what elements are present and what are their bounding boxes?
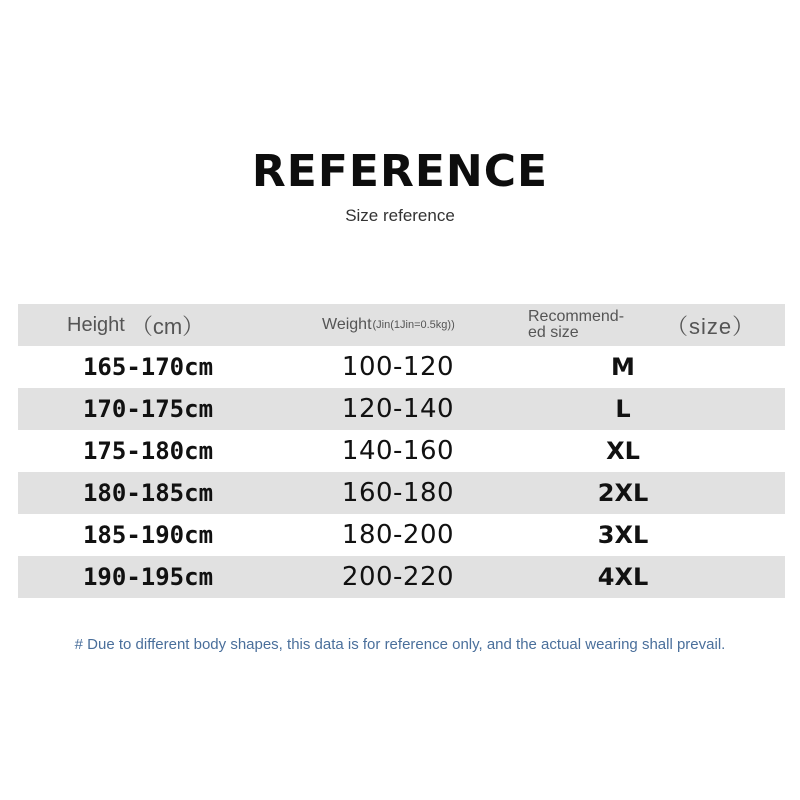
page-title: REFERENCE bbox=[251, 146, 549, 197]
table-row bbox=[18, 514, 785, 556]
header-size-label-line1: Recommend- bbox=[528, 308, 625, 325]
header-size-label bbox=[528, 304, 624, 346]
row-height: 165-170cm bbox=[82, 353, 214, 381]
row-weight: 180-200 bbox=[341, 520, 455, 550]
table-row bbox=[18, 556, 785, 598]
row-size: M bbox=[611, 353, 635, 381]
row-size: 2XL bbox=[597, 479, 649, 507]
row-weight: 140-160 bbox=[341, 436, 455, 466]
page-subtitle: Size reference bbox=[345, 206, 455, 225]
footnote: # Due to different body shapes, this data is for reference only, and the actual wearing shall prevail. bbox=[74, 636, 726, 653]
size-chart-table bbox=[18, 304, 785, 598]
table-row bbox=[18, 472, 785, 514]
table-row bbox=[18, 430, 785, 472]
table-row bbox=[18, 388, 785, 430]
row-height: 190-195cm bbox=[82, 563, 214, 591]
row-height: 185-190cm bbox=[82, 521, 214, 549]
header-weight-note: (Jin(1Jin=0.5kg)) bbox=[372, 319, 455, 331]
row-height: 175-180cm bbox=[82, 437, 214, 465]
row-size: 3XL bbox=[597, 521, 649, 549]
row-size: L bbox=[615, 395, 631, 423]
header-height bbox=[67, 304, 204, 346]
header-size-unit: （size） bbox=[666, 313, 756, 339]
row-size: 4XL bbox=[597, 563, 649, 591]
header-height-unit: （cm） bbox=[130, 313, 205, 339]
row-weight: 100-120 bbox=[341, 352, 455, 382]
row-weight: 200-220 bbox=[341, 562, 455, 592]
header-size-label-line2: ed size bbox=[528, 324, 579, 341]
header-weight bbox=[322, 304, 455, 346]
row-height: 170-175cm bbox=[82, 395, 214, 423]
header-height-label: Height bbox=[67, 313, 125, 336]
header-weight-label: Weight bbox=[322, 316, 372, 333]
table-header-row bbox=[18, 304, 785, 346]
table-row bbox=[18, 346, 785, 388]
row-weight: 160-180 bbox=[341, 478, 455, 508]
row-size: XL bbox=[606, 437, 640, 465]
row-weight: 120-140 bbox=[341, 394, 455, 424]
row-height: 180-185cm bbox=[82, 479, 214, 507]
